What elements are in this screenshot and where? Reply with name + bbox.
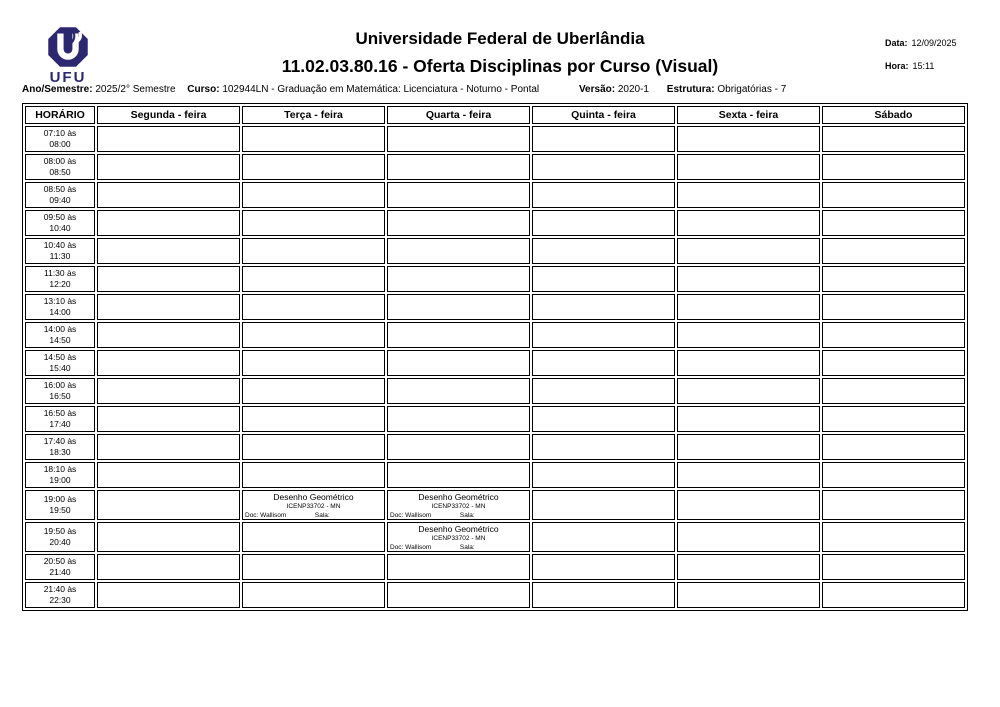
empty-cell <box>97 266 240 292</box>
empty-cell <box>677 238 820 264</box>
empty-cell <box>97 182 240 208</box>
empty-cell <box>822 406 965 432</box>
schedule-row <box>25 434 965 460</box>
course-sala: Sala: <box>459 544 475 551</box>
empty-cell <box>387 554 530 580</box>
schedule-row <box>25 406 965 432</box>
course-title: Desenho Geométrico <box>418 492 499 502</box>
empty-cell <box>387 210 530 236</box>
empty-cell <box>822 182 965 208</box>
course-meta <box>243 512 384 519</box>
versao: Versão: 2020-1 <box>578 84 649 95</box>
column-header-day: Terça - feira <box>242 106 385 124</box>
course-cell <box>387 490 530 520</box>
column-header-day: Quinta - feira <box>532 106 675 124</box>
schedule-row <box>25 210 965 236</box>
empty-cell <box>532 322 675 348</box>
empty-cell <box>677 210 820 236</box>
time-label: Hora: <box>885 61 909 71</box>
empty-cell <box>532 582 675 608</box>
empty-cell <box>97 294 240 320</box>
time-slot-cell: 13:10 às 14:00 <box>25 294 95 320</box>
empty-cell <box>677 582 820 608</box>
empty-cell <box>532 266 675 292</box>
empty-cell <box>532 554 675 580</box>
empty-cell <box>387 322 530 348</box>
empty-cell <box>822 462 965 488</box>
schedule-row <box>25 490 965 520</box>
schedule-table <box>22 103 968 611</box>
empty-cell <box>532 154 675 180</box>
empty-cell <box>97 490 240 520</box>
empty-cell <box>677 350 820 376</box>
empty-cell <box>242 406 385 432</box>
column-header-day: Sábado <box>822 106 965 124</box>
course-title: Desenho Geométrico <box>418 524 499 534</box>
time-value: 15:11 <box>912 61 935 71</box>
empty-cell <box>822 294 965 320</box>
time-slot-cell: 10:40 às 11:30 <box>25 238 95 264</box>
schedule-row <box>25 322 965 348</box>
empty-cell <box>242 462 385 488</box>
empty-cell <box>242 582 385 608</box>
empty-cell <box>532 294 675 320</box>
empty-cell <box>822 490 965 520</box>
course-meta <box>388 512 529 519</box>
empty-cell <box>242 154 385 180</box>
date-value: 12/09/2025 <box>911 38 957 48</box>
empty-cell <box>822 154 965 180</box>
empty-cell <box>532 434 675 460</box>
empty-cell <box>532 238 675 264</box>
empty-cell <box>677 378 820 404</box>
empty-cell <box>97 582 240 608</box>
time-slot-cell: 08:00 às 08:50 <box>25 154 95 180</box>
empty-cell <box>97 126 240 152</box>
column-header-horario: HORÁRIO <box>25 106 95 124</box>
column-header-day: Segunda - feira <box>97 106 240 124</box>
time-slot-cell: 16:50 às 17:40 <box>25 406 95 432</box>
ano-semestre: Ano/Semestre: 2025/2° Semestre <box>22 84 176 95</box>
empty-cell <box>97 378 240 404</box>
time-slot-cell: 07:10 às 08:00 <box>25 126 95 152</box>
empty-cell <box>677 266 820 292</box>
empty-cell <box>387 582 530 608</box>
empty-cell <box>97 210 240 236</box>
empty-cell <box>822 238 965 264</box>
empty-cell <box>387 350 530 376</box>
schedule-row <box>25 582 965 608</box>
course-cell <box>387 522 530 552</box>
empty-cell <box>242 238 385 264</box>
empty-cell <box>97 462 240 488</box>
time-slot-cell: 11:30 às 12:20 <box>25 266 95 292</box>
date-row <box>885 38 957 48</box>
schedule-row <box>25 522 965 552</box>
empty-cell <box>242 266 385 292</box>
empty-cell <box>532 210 675 236</box>
schedule-row <box>25 266 965 292</box>
empty-cell <box>677 434 820 460</box>
schedule-row <box>25 462 965 488</box>
schedule-row <box>25 238 965 264</box>
curso: Curso: 102944LN - Graduação em Matemática: Licenciatura - Noturno - Pontal <box>187 84 540 95</box>
empty-cell <box>677 490 820 520</box>
empty-cell <box>532 462 675 488</box>
schedule-table-body <box>25 126 965 608</box>
empty-cell <box>822 554 965 580</box>
course-sala: Sala: <box>459 512 475 519</box>
date-label: Data: <box>885 38 908 48</box>
empty-cell <box>532 406 675 432</box>
empty-cell <box>387 462 530 488</box>
empty-cell <box>677 406 820 432</box>
empty-cell <box>97 322 240 348</box>
empty-cell <box>387 266 530 292</box>
page-subtitle: 11.02.03.80.16 - Oferta Disciplinas por Curso (Visual) <box>281 56 719 76</box>
course-docente: Doc: Wallisom <box>245 512 287 519</box>
time-slot-cell: 16:00 às 16:50 <box>25 378 95 404</box>
empty-cell <box>242 350 385 376</box>
empty-cell <box>532 350 675 376</box>
column-header-day: Sexta - feira <box>677 106 820 124</box>
empty-cell <box>387 238 530 264</box>
empty-cell <box>242 294 385 320</box>
course-docente: Doc: Wallisom <box>390 512 432 519</box>
datetime-block <box>885 38 957 84</box>
empty-cell <box>677 182 820 208</box>
empty-cell <box>677 126 820 152</box>
header-row <box>25 106 965 124</box>
time-slot-cell: 08:50 às 09:40 <box>25 182 95 208</box>
time-slot-cell: 17:40 às 18:30 <box>25 434 95 460</box>
empty-cell <box>677 522 820 552</box>
empty-cell <box>387 406 530 432</box>
empty-cell <box>822 126 965 152</box>
empty-cell <box>97 554 240 580</box>
schedule-row <box>25 554 965 580</box>
empty-cell <box>97 522 240 552</box>
time-slot-cell: 18:10 às 19:00 <box>25 462 95 488</box>
course-title: Desenho Geométrico <box>273 492 354 502</box>
schedule-row <box>25 182 965 208</box>
empty-cell <box>242 210 385 236</box>
page-title: Universidade Federal de Uberlândia <box>355 29 645 48</box>
time-slot-cell: 21:40 às 22:30 <box>25 582 95 608</box>
empty-cell <box>677 462 820 488</box>
empty-cell <box>242 434 385 460</box>
empty-cell <box>387 434 530 460</box>
empty-cell <box>822 378 965 404</box>
empty-cell <box>677 322 820 348</box>
empty-cell <box>532 490 675 520</box>
empty-cell <box>387 126 530 152</box>
empty-cell <box>532 378 675 404</box>
empty-cell <box>387 154 530 180</box>
empty-cell <box>822 434 965 460</box>
time-slot-cell: 19:00 às 19:50 <box>25 490 95 520</box>
course-code: ICENP33702 - MN <box>431 535 486 542</box>
course-code: ICENP33702 - MN <box>431 503 486 510</box>
schedule-row <box>25 378 965 404</box>
course-info-bar <box>22 84 968 95</box>
empty-cell <box>532 126 675 152</box>
empty-cell <box>677 294 820 320</box>
empty-cell <box>97 238 240 264</box>
empty-cell <box>97 350 240 376</box>
schedule-row <box>25 350 965 376</box>
empty-cell <box>242 378 385 404</box>
time-row <box>885 61 957 71</box>
time-slot-cell: 14:00 às 14:50 <box>25 322 95 348</box>
course-cell <box>242 490 385 520</box>
empty-cell <box>242 522 385 552</box>
schedule-table-head <box>25 106 965 124</box>
schedule-row <box>25 154 965 180</box>
course-sala: Sala: <box>314 512 330 519</box>
empty-cell <box>532 182 675 208</box>
empty-cell <box>822 350 965 376</box>
empty-cell <box>387 378 530 404</box>
column-header-day: Quarta - feira <box>387 106 530 124</box>
empty-cell <box>97 406 240 432</box>
empty-cell <box>822 582 965 608</box>
report-header <box>0 29 1000 77</box>
empty-cell <box>242 126 385 152</box>
empty-cell <box>532 522 675 552</box>
empty-cell <box>822 322 965 348</box>
empty-cell <box>822 522 965 552</box>
schedule-row <box>25 294 965 320</box>
course-docente: Doc: Wallisom <box>390 544 432 551</box>
estrutura: Estrutura: Obrigatórias - 7 <box>666 84 787 95</box>
empty-cell <box>97 154 240 180</box>
empty-cell <box>677 154 820 180</box>
empty-cell <box>242 322 385 348</box>
schedule-row <box>25 126 965 152</box>
empty-cell <box>387 182 530 208</box>
course-code: ICENP33702 - MN <box>286 503 341 510</box>
time-slot-cell: 09:50 às 10:40 <box>25 210 95 236</box>
empty-cell <box>242 182 385 208</box>
empty-cell <box>242 554 385 580</box>
time-slot-cell: 20:50 às 21:40 <box>25 554 95 580</box>
time-slot-cell: 14:50 às 15:40 <box>25 350 95 376</box>
ufu-logo-text: UFU <box>49 69 87 86</box>
time-slot-cell: 19:50 às 20:40 <box>25 522 95 552</box>
empty-cell <box>822 266 965 292</box>
empty-cell <box>387 294 530 320</box>
course-meta <box>388 544 529 551</box>
empty-cell <box>822 210 965 236</box>
empty-cell <box>97 434 240 460</box>
empty-cell <box>677 554 820 580</box>
